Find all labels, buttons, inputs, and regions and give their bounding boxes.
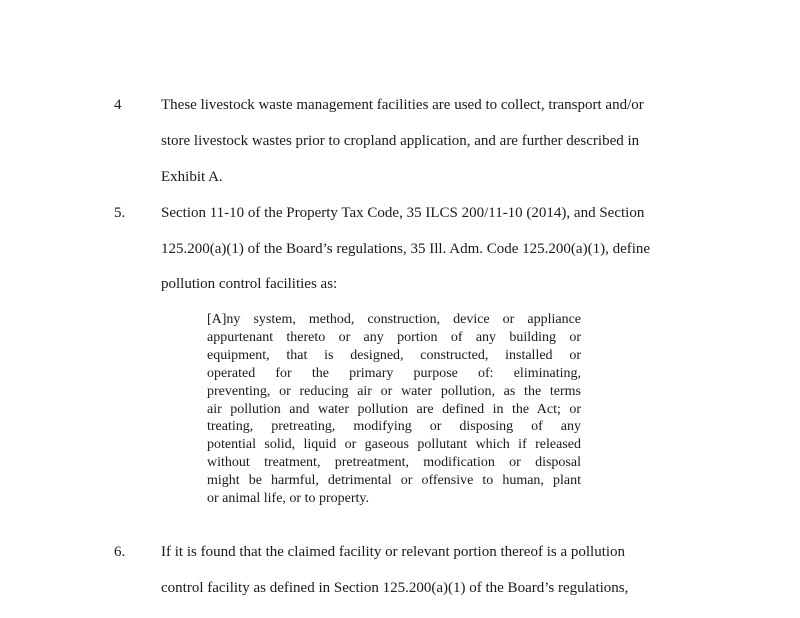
quote-line: potential solid, liquid or gaseous pollutant which if released (207, 437, 581, 453)
quote-line: equipment, that is designed, constructed, installed or (207, 347, 581, 363)
paragraph-line: control facility as defined in Section 125.200(a)(1) of the Board’s regulations, (161, 580, 629, 596)
paragraph-line: 125.200(a)(1) of the Board’s regulations, 35 Ill. Adm. Code 125.200(a)(1), define (161, 241, 651, 257)
paragraph-line: If it is found that the claimed facility or relevant portion thereof is a pollution (161, 544, 626, 560)
paragraph-number: 6. (114, 544, 126, 560)
quote-line: treating, pretreating, modifying or disposing of any (207, 419, 581, 435)
paragraph-line: Exhibit A. (161, 169, 223, 185)
quote-line: [A]ny system, method, construction, device or appliance (207, 312, 581, 327)
paragraph-line: pollution control facilities as: (161, 276, 338, 292)
paragraph-number: 5. (114, 205, 126, 221)
paragraph-line: store livestock wastes prior to cropland application, and are further described in (161, 133, 640, 149)
quote-line: preventing, or reducing air or water pollution, as the terms (207, 383, 581, 399)
quote-line: air pollution and water pollution are defined in the Act; or (207, 401, 581, 417)
block-quote (207, 311, 581, 508)
quote-line: might be harmful, detrimental or offensive to human, plant (207, 473, 581, 489)
quote-line: operated for the primary purpose of: eliminating, (207, 365, 581, 381)
paragraph-line: These livestock waste management facilities are used to collect, transport and/or (161, 97, 644, 113)
paragraph-line: Section 11-10 of the Property Tax Code, 35 ILCS 200/11-10 (2014), and Section (161, 205, 645, 221)
quote-line: or animal life, or to property. (207, 491, 369, 507)
quote-line: appurtenant thereto or any portion of any building or (207, 329, 581, 345)
quote-line: without treatment, pretreatment, modification or disposal (207, 455, 581, 471)
paragraph-number: 4 (114, 97, 122, 113)
